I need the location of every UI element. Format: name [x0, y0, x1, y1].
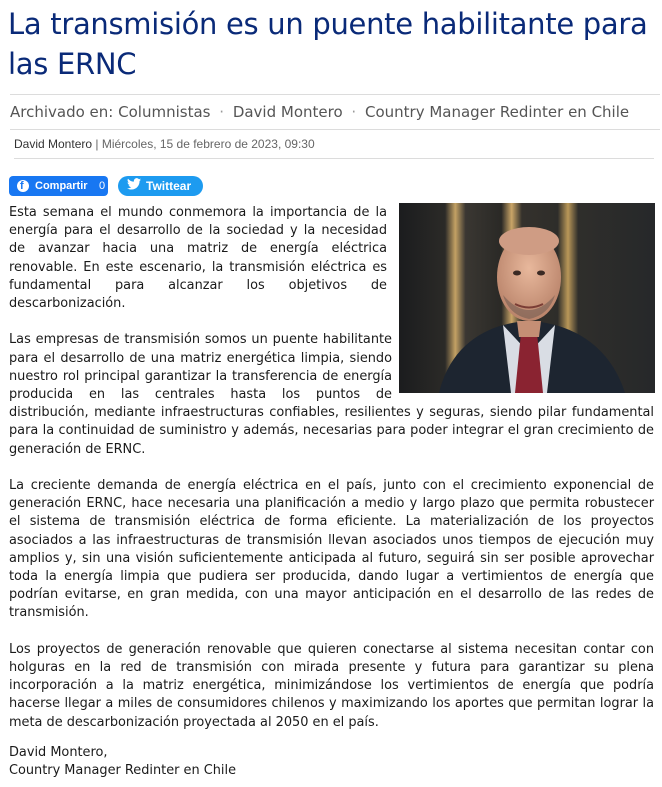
category-link[interactable]: Columnistas: [118, 103, 211, 121]
category-link[interactable]: Country Manager Redinter en Chile: [364, 103, 630, 121]
paragraph: La creciente demanda de energía eléctrica en el país, junto con el crecimiento exponencial de generación ERNC, hace necesaria una planificación a medio y largo plazo que permita robustecer el sistema de transmisión eléctrica de forma eficiente. La materialización de los proyectos asociados a las infraestructuras de transmisión llevan asociados unos tiempos de ejecución muy amplios y, sin una visión suficientemente anticipada al futuro, seguirá sin ser posible aprovechar toda la energía limpia que pudiera ser producida, dando lugar a vertimientos de energía que podrían evitarse, en gran medida, con una mayor anticipación en el desarrollo de las redes de transmisión.: [9, 478, 654, 621]
archive-bar: [10, 94, 660, 130]
signature: [9, 744, 236, 780]
twitter-bird-icon: [127, 178, 141, 194]
tweet-button[interactable]: [118, 176, 203, 196]
separator: ·: [351, 103, 357, 121]
facebook-share-label: Compartir: [35, 180, 88, 192]
paragraph: Esta semana el mundo conmemora la importancia de la energía para el desarrollo de la sociedad y la necesidad de avanzar hacia una matriz de energía eléctrica renovable. En este escenario, la transmisión eléctrica es fundamental para alcanzar los objetivos de descarbonización.: [9, 205, 387, 312]
byline: [14, 136, 654, 159]
author-name: David Montero: [14, 137, 93, 151]
float-spacer: [392, 331, 654, 401]
facebook-share-button[interactable]: [9, 176, 108, 196]
category-link[interactable]: David Montero: [232, 103, 343, 121]
share-count: 0: [99, 180, 106, 192]
article-body: [9, 204, 654, 750]
signature-name: David Montero,: [9, 745, 108, 760]
separator: ·: [219, 103, 225, 121]
archived-label: Archivado en:: [10, 103, 114, 121]
paragraph: Los proyectos de generación renovable que quieren conectarse al sistema necesitan contar con holguras en la red de transmisión con mirada presente y futura para garantizar su plena incorporación a la matriz energética, minimizándose los vertimientos de energía que podría hacerse llegar a miles de consumidores chilenos y maximizando los aportes que permitan lograr la meta de descarbonización proyectada al 2050 en el país.: [9, 641, 654, 730]
signature-role: Country Manager Redinter en Chile: [9, 763, 236, 778]
paragraph: Las empresas de transmisión somos un puente habilitante para el desarrollo de una matriz energética limpia, siendo nuestro rol principal garantizar la transferencia de energía producida en las centrales hasta los puntos de distribución, mediante infraestructuras confiables, resilientes y seguras, siendo pilar fundamental para la continuidad de suministro y además, necesarias para poder integrar el gran crecimiento de generación de ERNC.: [9, 332, 654, 457]
publish-date: Miércoles, 15 de febrero de 2023, 09:30: [101, 137, 315, 151]
page-title: La transmisión es un puente habilitante para las ERNC: [8, 7, 648, 81]
byline-separator: |: [95, 137, 102, 151]
tweet-label: Twittear: [146, 179, 192, 193]
facebook-icon: f: [17, 180, 29, 192]
